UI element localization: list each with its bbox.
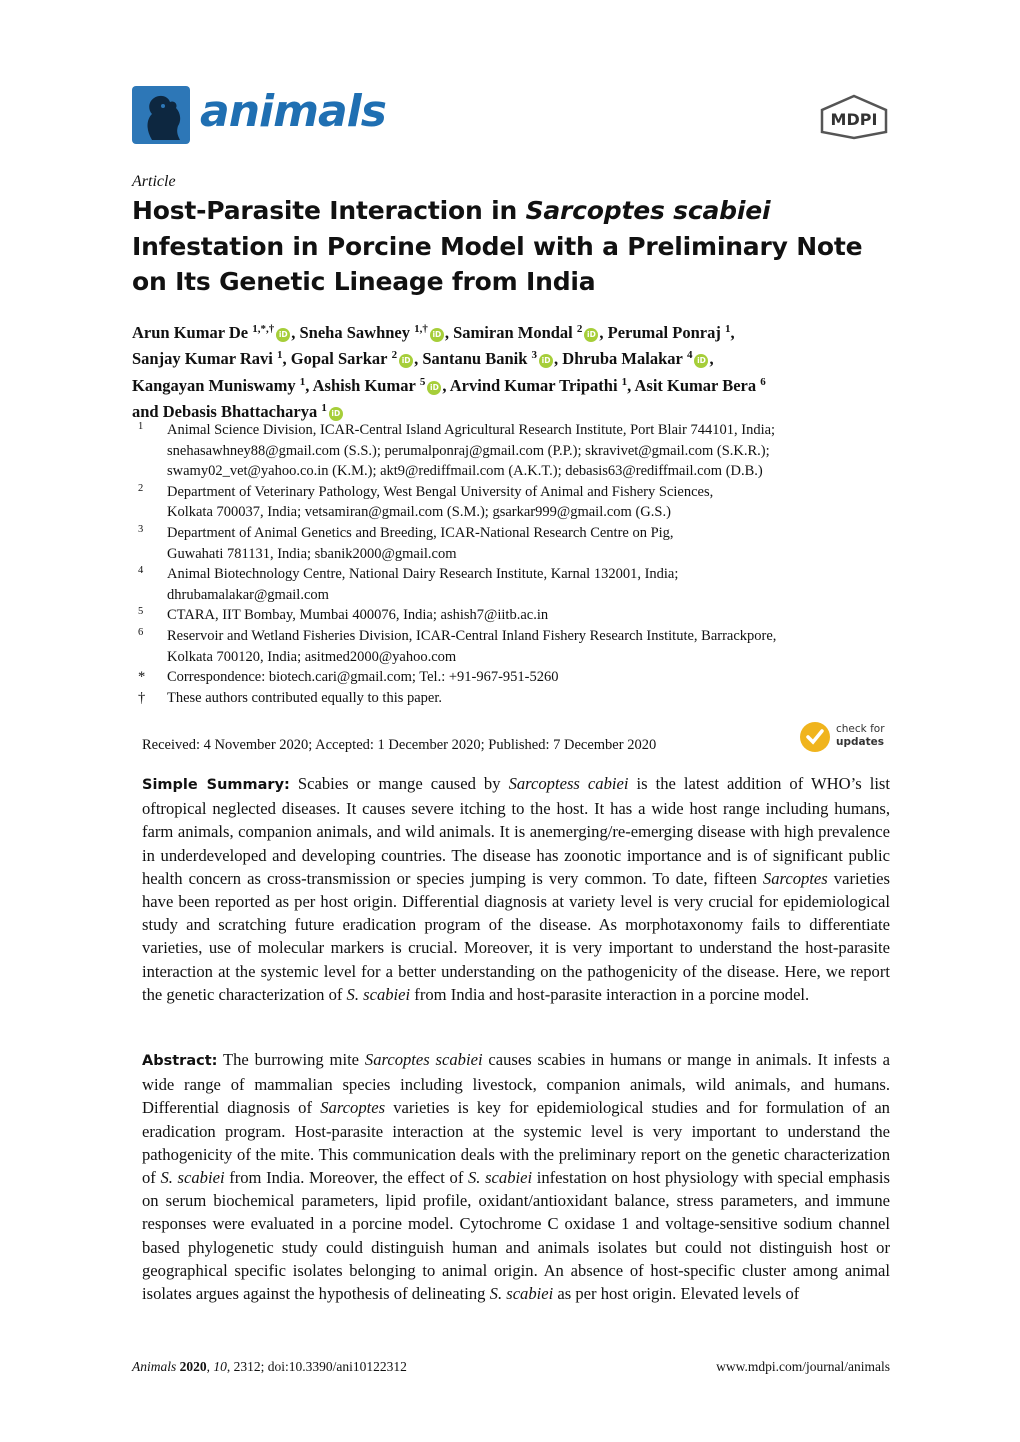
publication-dates: Received: 4 November 2020; Accepted: 1 December 2020; Published: 7 December 2020 (142, 737, 657, 753)
author[interactable]: Samiran Mondal $^2$ iD , (453, 323, 608, 342)
title-part-1: Host-Parasite Interaction in (132, 196, 526, 225)
author-list (132, 318, 902, 424)
title-species: Sarcoptes scabiei (525, 196, 771, 225)
orcid-icon[interactable]: iD (399, 354, 413, 368)
orcid-icon[interactable]: iD (584, 328, 598, 342)
title-part-2: Infestation in Porcine Model with a Preliminary Note on Its Genetic Lineage from India (132, 231, 863, 296)
orcid-icon[interactable]: iD (427, 381, 441, 395)
mdpi-logo[interactable] (818, 94, 890, 140)
journal-name[interactable]: animals (200, 86, 386, 137)
affiliation: 5 CTARA, IIT Bombay, Mumbai 400076, India; ashish7@iitb.ac.in (138, 606, 549, 624)
correspondence: * Correspondence: biotech.cari@gmail.com; Tel.: +91-967-951-5260 (138, 669, 559, 686)
author[interactable]: Kangayan Muniswamy $^1$, (132, 375, 313, 395)
orcid-icon[interactable]: iD (539, 354, 553, 368)
author[interactable]: Arvind Kumar Tripathi $^1$, (449, 375, 635, 395)
publisher-name: MDPI (830, 110, 878, 129)
orcid-icon[interactable]: iD (329, 407, 343, 421)
author[interactable]: Sneha Sawhney $^{1,\dagger}$ iD , (299, 323, 454, 342)
orcid-icon[interactable]: iD (694, 354, 708, 368)
article-type: Article (132, 173, 176, 190)
citation-footer: Animals 2020, 10, 2312; doi:10.3390/ani10122312 (132, 1359, 407, 1374)
orcid-icon[interactable]: iD (276, 328, 290, 342)
author[interactable]: Arun Kumar De $^{1,*,\dagger}$ iD , (132, 323, 300, 342)
orcid-icon[interactable]: iD (430, 328, 444, 342)
affiliation: 2 Department of Veterinary Pathology, West Bengal University of Animal and Fishery Sciences, Kolkata 700037, India; vetsamiran@gmail.com (S.M.); gsarkar999@gmail.com (G.S.) (138, 482, 714, 521)
affiliation-list (132, 420, 892, 708)
journal-logo-icon (132, 86, 190, 144)
simple-summary: Simple Summary: Scabies or mange caused by Sarcoptess cabiei is the latest addition of WHO’s list oftropical neglected diseases. It causes severe itching to the host. It has a wide host range including humans, farm animals, companion animals, and wild animals. It is anemerging/re-emerging disease with high prevalence in underdeveloped and developing countries. The disease has zoonotic importance and is of significant public health concern as cross-transmission or species jumping is very common. To date, fifteen Sarcoptes varieties have been reported as per host origin. Differential diagnosis at variety level is very crucial for epidemiological study and scratching future eradication program of the disease. As morphotaxonomy fails to differentiate varieties, use of molecular markers is crucial. Moreover, it is very important to understand the host-parasite interaction at the systemic level for a better understanding on the pathogenicity of the disease. Here, we report the genetic characterization of S. scabiei from India and host-parasite interaction in a porcine model. (142, 774, 891, 1004)
equal-contribution-note: † These authors contributed equally to this paper. (138, 689, 443, 706)
author[interactable]: Gopal Sarkar $^2$ iD , (290, 349, 423, 369)
affiliation: 1 Animal Science Division, ICAR-Central Island Agricultural Research Institute, Port Blair 744101, India; snehasawhney88@gmail.com (S.S.); perumalponraj@gmail.com (P.P.); skravivet@gmail.com (S.K.R.); swamy02_vet@yahoo.co.in (K.M.); akt9@rediffmail.com (A.K.T.); debasis63@rediffmail.com (D.B.) (138, 421, 776, 480)
check-for-label: check for (836, 723, 885, 735)
author[interactable]: Perumal Ponraj $^1$, (607, 323, 735, 342)
affiliation: 6 Reservoir and Wetland Fisheries Division, ICAR-Central Inland Fishery Research Institute, Barrackpore, Kolkata 700120, India; asitmed2000@yahoo.com (138, 626, 777, 665)
checkmark-icon (800, 722, 830, 752)
updates-label: updates (836, 736, 884, 748)
check-for-updates-button[interactable] (800, 722, 892, 754)
summary-label: Simple Summary: (142, 777, 290, 793)
abstract-label: Abstract: (142, 1053, 218, 1069)
journal-url-link[interactable]: www.mdpi.com/journal/animals (716, 1359, 890, 1374)
author[interactable]: Sanjay Kumar Ravi $^1$, (132, 349, 291, 369)
author[interactable]: Asit Kumar Bera $^6$ (634, 375, 766, 395)
affiliation: 4 Animal Biotechnology Centre, National Dairy Research Institute, Karnal 132001, India; dhrubamalakar@gmail.com (138, 565, 679, 603)
author[interactable]: and Debasis Bhattacharya $^1$ iD (132, 402, 344, 421)
author[interactable]: Santanu Banik $^3$ iD , (422, 349, 563, 369)
affiliation: 3 Department of Animal Genetics and Breeding, ICAR-National Research Centre on Pig, Guwahati 781131, India; sbanik2000@gmail.com (138, 523, 674, 562)
abstract: Abstract: The burrowing mite Sarcoptes scabiei causes scabies in humans or mange in animals. It infests a wide range of mammalian species including livestock, companion animals, wild animals, and humans. Differential diagnosis of Sarcoptes varieties is key for epidemiological studies and for formulation of an eradication program. Host-parasite interaction at the systemic level is very important to understand the pathogenicity of the mite. This communication deals with the preliminary report on the genetic characterization of S. scabiei from India. Moreover, the effect of S. scabiei infestation on host physiology with special emphasis on serum biochemical parameters, lipid profile, oxidant/antioxidant balance, stress parameters, and immune responses were evaluated in a porcine model. Cytochrome C oxidase 1 and voltage-sensitive sodium channel based phylogenetic study could distinguish human and animals isolates but could not distinguish host or geographical specific isolates belonging to animal origin. An absence of host-specific cluster among animal isolates argues against the hypothesis of delineating S. scabiei as per host origin. Elevated levels of (142, 1050, 891, 1304)
author[interactable]: Ashish Kumar $^5$ iD , (312, 375, 450, 395)
author[interactable]: Dhruba Malakar $^4$ iD , (562, 349, 714, 369)
paper-title (132, 193, 902, 300)
